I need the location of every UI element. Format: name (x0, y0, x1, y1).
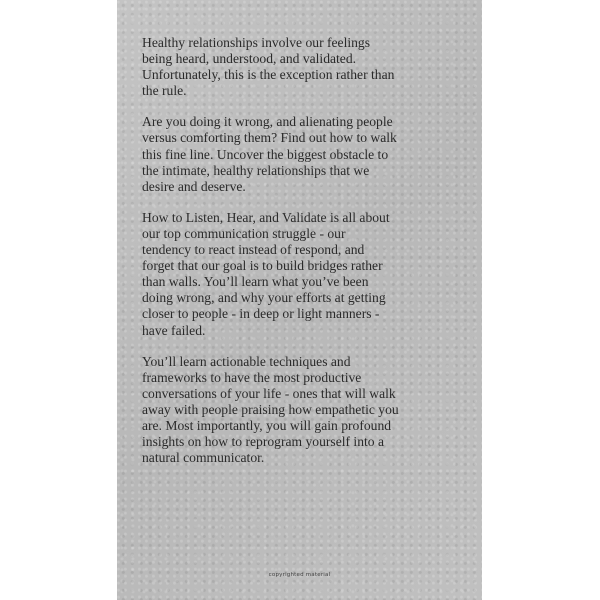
text-line: frameworks to have the most productive (142, 369, 362, 385)
text-line: insights on how to reprogram yourself into a (142, 434, 385, 450)
text-line: closer to people - in deep or light manners - (142, 306, 380, 322)
text-line: forget that our goal is to build bridges rather (142, 258, 383, 274)
text-line: away with people praising how empathetic you (142, 401, 399, 417)
blurb-text (142, 35, 452, 481)
text-line: have failed. (142, 322, 206, 338)
text-line: being heard, understood, and validated. (142, 51, 357, 67)
text-line: our top communication struggle - our (142, 225, 346, 241)
blurb-paragraph-1 (142, 35, 452, 99)
text-line: this fine line. Uncover the biggest obstacle to (142, 146, 389, 162)
text-line: conversations of your life - ones that will walk (142, 385, 396, 401)
text-line: than walls. You’ll learn what you’ve been (142, 274, 369, 290)
text-line: the rule. (142, 83, 187, 99)
text-line: are. Most importantly, you will gain profound (142, 417, 392, 433)
blurb-paragraph-3 (142, 210, 452, 339)
text-line: versus comforting them? Find out how to walk (142, 130, 397, 146)
book-back-cover (117, 0, 482, 600)
text-line: natural communicator. (142, 450, 265, 466)
copyright-footer: copyrighted material (268, 572, 331, 578)
text-line: doing wrong, and why your efforts at getting (142, 290, 386, 306)
text-line: Are you doing it wrong, and alienating people (142, 114, 393, 130)
blurb-paragraph-2 (142, 114, 452, 194)
text-line: tendency to react instead of respond, and (142, 242, 365, 258)
text-line: the intimate, healthy relationships that we (142, 162, 370, 178)
blurb-paragraph-4 (142, 354, 452, 467)
text-line: How to Listen, Hear, and Validate is all about (142, 209, 390, 225)
text-line: desire and deserve. (142, 178, 246, 194)
text-line: You’ll learn actionable techniques and (142, 353, 351, 369)
text-line: Unfortunately, this is the exception rather than (142, 67, 395, 83)
text-line: Healthy relationships involve our feelings (142, 35, 371, 50)
